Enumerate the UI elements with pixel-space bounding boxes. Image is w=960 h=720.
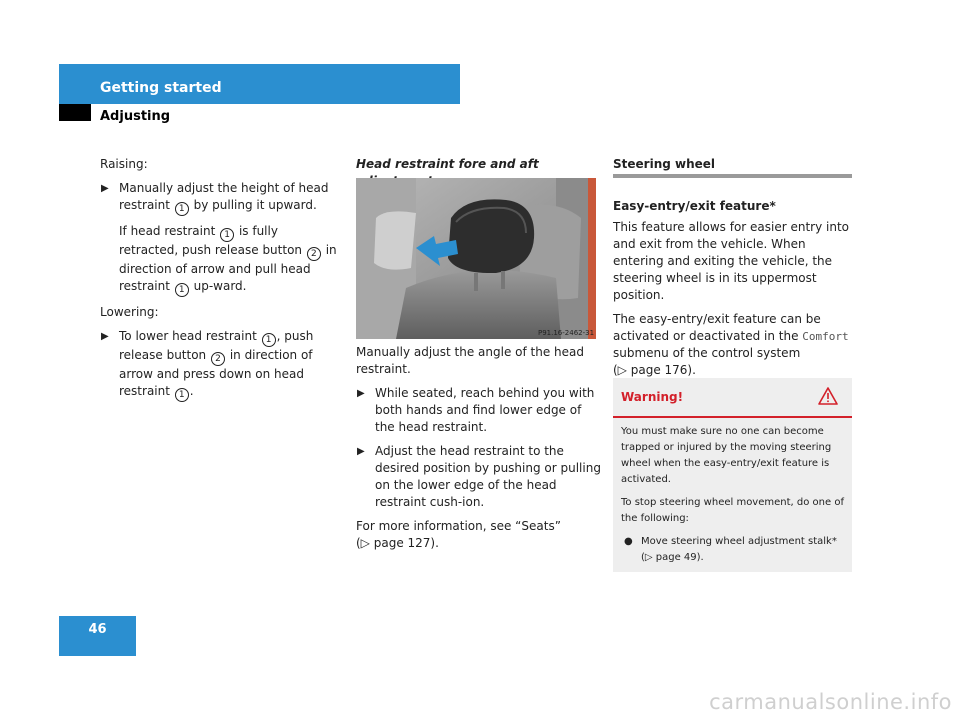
fore-aft-step-2: ▶ Adjust the head restraint to the desired position by pushing or pulling on the lower edge of the head restraint cush-ion.	[357, 444, 601, 509]
fore-aft-step-1: ▶ While seated, reach behind you with both hands and find lower edge of the head restraint.	[357, 386, 595, 434]
callout-2-icon: 2	[307, 247, 321, 261]
head-restraint-illustration	[356, 178, 596, 339]
warning-rule	[613, 416, 852, 418]
easy-entry-subheading: Easy-entry/exit feature*	[613, 199, 776, 213]
warning-list-item: ● Move steering wheel adjustment stalk* (▷ page 49).	[624, 536, 837, 563]
page-ref-49[interactable]: (▷ page 49).	[641, 552, 704, 563]
fore-aft-intro: Manually adjust the angle of the head restraint.	[356, 345, 584, 376]
raising-label: Raising:	[100, 157, 148, 171]
warning-title: Warning!	[621, 390, 684, 404]
steering-heading: Steering wheel	[613, 157, 716, 171]
section-title: Adjusting	[100, 109, 171, 124]
easy-entry-activation: The easy-entry/exit feature can be activated or deactivated in the Comfort submenu of the control system (▷ page 176).	[613, 312, 849, 377]
raise-step: ▶ Manually adjust the height of head restraint 1 by pulling it upward.	[101, 181, 329, 214]
bullet-arrow-icon: ▶	[101, 331, 109, 342]
column-fore-aft	[356, 344, 601, 552]
callout-1-icon: 1	[262, 333, 276, 347]
callout-1-icon: 1	[175, 283, 189, 297]
image-code: P91.16-2462-31	[538, 329, 595, 337]
page-number: 46	[88, 622, 107, 637]
bullet-arrow-icon: ▶	[357, 446, 365, 457]
warning-text-2: To stop steering wheel movement, do one of the following:	[621, 497, 844, 524]
easy-entry-description: This feature allows for easier entry into and exit from the vehicle. When entering and exiting the vehicle, the steering wheel is in its uppermost position.	[613, 220, 850, 302]
callout-2-icon: 2	[211, 352, 225, 366]
head-restraint-photo	[356, 178, 596, 339]
bullet-dot-icon: ●	[624, 536, 633, 547]
page-ref-127[interactable]: (▷ page 127).	[356, 536, 439, 550]
column-raising-lowering	[100, 156, 340, 409]
bullet-arrow-icon: ▶	[101, 183, 109, 194]
column-steering	[613, 198, 853, 386]
warning-text-1: You must make sure no one can become trapped or injured by the moving steering wheel when the easy-entry/exit feature is activated.	[621, 426, 832, 485]
raise-note: If head restraint 1 is fully retracted, push release button 2 in direction of arrow and pull head restraint 1 up-ward.	[119, 224, 337, 295]
lower-step: ▶ To lower head restraint 1 , push release button 2 in direction of arrow and press down on head restraint 1 .	[101, 329, 314, 400]
callout-1-icon: 1	[175, 388, 189, 402]
callout-1-icon: 1	[220, 228, 234, 242]
page-ref-176[interactable]: (▷ page 176).	[613, 363, 696, 377]
bullet-arrow-icon: ▶	[357, 388, 365, 399]
comfort-menu-label: Comfort	[802, 330, 849, 343]
warning-body	[621, 424, 847, 566]
warning-triangle-icon	[818, 386, 838, 406]
chapter-title: Getting started	[100, 80, 222, 96]
watermark: carmanualsonline.info	[709, 690, 952, 714]
more-info: For more information, see “Seats” (▷ page 127).	[356, 519, 561, 550]
section-marker	[59, 104, 91, 121]
callout-1-icon: 1	[175, 202, 189, 216]
headrestraint-heading: Head restraint fore and aft	[356, 157, 539, 171]
steering-heading-rule	[613, 174, 852, 178]
lowering-label: Lowering:	[100, 305, 159, 319]
